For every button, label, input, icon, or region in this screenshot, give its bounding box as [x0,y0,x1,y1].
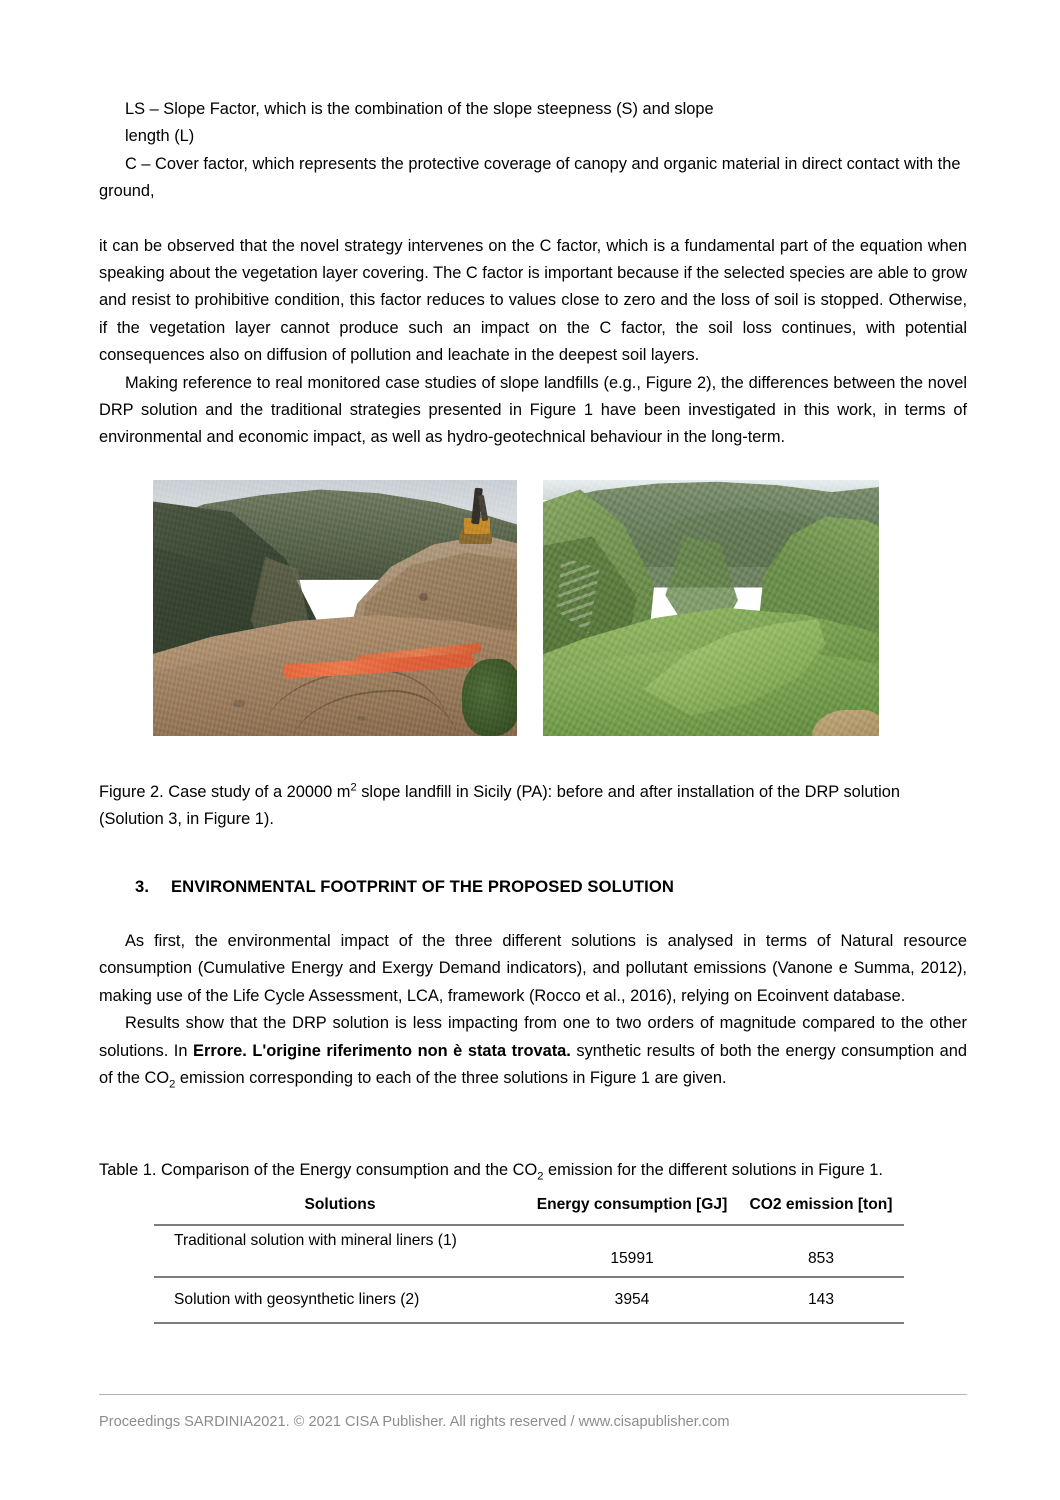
section-number: 3. [135,877,150,896]
figure-2-images [153,480,879,736]
definition-ls-line2: length (L) [125,127,195,146]
photo-after-texture [543,480,879,736]
cell-energy-value: 3954 [526,1277,738,1323]
column-header-energy: Energy consumption [GJ] [526,1188,738,1225]
paragraph-results [99,1010,967,1092]
lower-text-block [99,928,967,1092]
upper-text-block [99,96,967,452]
cell-energy-value: 15991 [526,1225,738,1277]
paragraph-c-factor: it can be observed that the novel strategy intervenes on the C factor, which is a fundamental part of the equation when speaking about the vegetation layer covering. The C factor is important because if the selected species are able to grow and resist to prohibitive condition, this factor reduces to values close to zero and the loss of soil is stopped. Otherwise, if the vegetation layer cannot produce such an impact on the C factor, the soil loss continues, with potential consequences also on diffusion of pollution and leachate in the deepest soil layers. [99,236,967,365]
photo-before-texture [153,480,517,736]
table-1-comparison [154,1188,904,1324]
table-1-caption [99,1157,967,1184]
section-heading-3 [99,877,967,897]
definition-c-lead: C – Cover factor, which represents the protective coverage of canopy and organic material in direct [125,154,843,173]
results-text-part2: synthetic results of both the energy consumption and of the CO [99,1041,967,1088]
figure-caption-superscript: 2 [350,781,357,794]
footer-copyright: Proceedings SARDINIA2021. © 2021 CISA Publisher. All rights reserved / www.cisapublisher.com [99,1414,730,1430]
table-row [154,1277,904,1323]
paragraph-case-studies: Making reference to real monitored case studies of slope landfills (e.g., Figure 2), the differences between the novel DRP solution and the traditional strategies presented in Figure 1 have been investigated in this work, in terms of environmental and economic impact, as well as hydro-geotechnical behaviour in the long-term. [99,373,967,447]
cell-solution-name: Solution with geosynthetic liners (2) [154,1277,526,1323]
figure-caption-part2: slope landfill in Sicily (PA): before and after installation of the DRP solution (Solution 3, in Figure 1). [99,783,900,829]
results-text-part3: emission corresponding to each of the three solutions in Figure 1 are given. [175,1069,727,1088]
definition-ls-line1: LS – Slope Factor, which is the combination of the slope steepness (S) and slope [125,100,714,118]
figure-2-caption [99,779,967,834]
results-error-reference: Errore. L'origine riferimento non è stata trovata. [193,1041,571,1060]
photo-after-drp [543,480,879,736]
section-title: ENVIRONMENTAL FOOTPRINT OF THE PROPOSED SOLUTION [171,877,674,896]
table-caption-part1: Table 1. Comparison of the Energy consumption and the CO [99,1161,538,1179]
paragraph-spacer [99,206,967,233]
photo-before-drp [153,480,517,736]
cell-co2-value: 143 [738,1277,904,1323]
table-row [154,1225,904,1277]
footer-divider [99,1394,967,1395]
cell-co2-value: 853 [738,1225,904,1277]
figure-caption-part1: Figure 2. Case study of a 20000 m [99,783,351,801]
results-co2-subscript: 2 [169,1078,176,1091]
table-caption-subscript: 2 [537,1170,544,1183]
column-header-co2: CO2 emission [ton] [738,1188,904,1225]
table-caption-part2: emission for the different solutions in Figure 1. [543,1161,883,1179]
column-header-solutions: Solutions [154,1188,526,1225]
table-header-row [154,1188,904,1225]
definition-c-cont: contact with the ground, [99,154,961,201]
definition-c-factor [99,151,967,206]
results-text-part1: Results show that the DRP solution is less impacting from one to two orders of magnitude compared to the other solutions. In [99,1014,967,1060]
cell-solution-name: Traditional solution with mineral liners (1) [154,1225,526,1277]
paragraph-as-first: As first, the environmental impact of the three different solutions is analysed in terms of Natural resource consumption (Cumulative Energy and Exergy Demand indicators), and pollutant emissions (Vanone e Summa, 2012), making use of the Life Cycle Assessment, LCA, framework (Rocco et al., 2016), relying on Ecoinvent database. [99,932,967,1005]
